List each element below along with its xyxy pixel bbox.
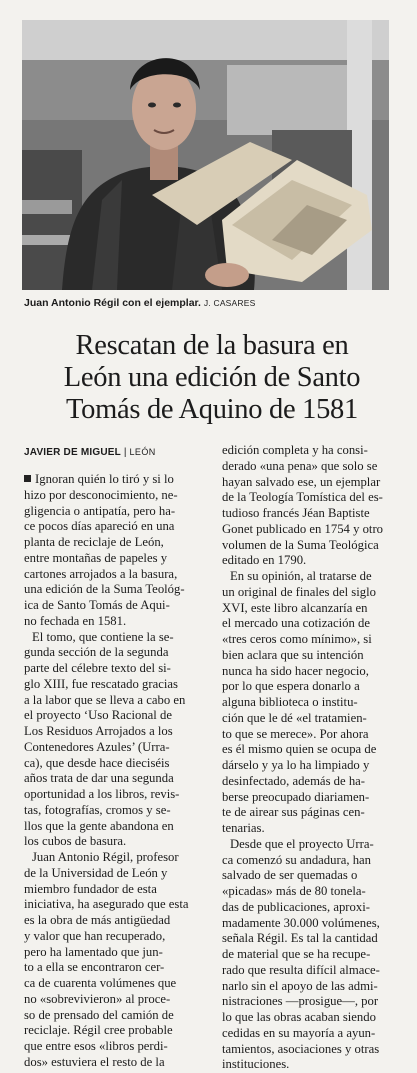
article-line (222, 490, 394, 506)
byline-location: LEÓN (129, 447, 156, 457)
photo-credit: J. CASARES (203, 298, 256, 308)
headline-line: Tomás de Aquino de 1581 (66, 394, 358, 425)
article-line-text: no «sobrevivieron» al proce- (24, 991, 171, 1006)
article-line-text: iniciativa, ha asegurado que esta (24, 897, 189, 912)
article-line-text: edición completa y ha consi- (222, 443, 368, 457)
article-column-left (24, 472, 202, 1071)
article-photo (22, 20, 389, 290)
article-line (24, 945, 202, 961)
article-line (24, 551, 202, 567)
article-line (222, 506, 394, 522)
article-line (24, 677, 202, 693)
article-line (222, 616, 394, 632)
article-line-text: nistraciones —prosigue—, por (222, 994, 379, 1009)
article-line (24, 1055, 202, 1071)
byline (24, 446, 156, 459)
article-line (24, 992, 202, 1008)
article-line (24, 724, 202, 740)
article-line (222, 853, 394, 869)
article-line (24, 787, 202, 803)
article-line-text: «tres ceros como mínimo», si (222, 632, 372, 646)
article-line-text: editado en 1790. (222, 553, 307, 568)
article-line-text: entre montañas de papeles y (24, 550, 168, 565)
article-line-text: ca de cuarenta volúmenes que (24, 976, 177, 990)
article-line (24, 472, 202, 488)
article-line-text: de la Universidad de León y (24, 865, 168, 880)
article-line-text: derado «una pena» que solo se (222, 458, 378, 473)
article-line (24, 582, 202, 598)
article-line-text: que entre esos «libros perdi- (24, 1039, 168, 1053)
article-line (24, 598, 202, 614)
headline (22, 330, 402, 426)
article-line-text: cartones arrojados a la basura, (24, 566, 178, 581)
article-line (222, 821, 394, 837)
article-line-text: de material que se ha recupe- (222, 947, 371, 961)
article-line (24, 834, 202, 850)
article-line-text: es él mismo quien se ocupa de (222, 742, 377, 757)
article-line-text: parte del célebre texto del si- (24, 661, 171, 675)
article-line-text: tudioso francés Jéan Baptiste (222, 506, 370, 520)
article-line-text: el proyecto ‘Uso Racional de (24, 708, 172, 723)
article-line-text: alguna biblioteca o institu- (222, 695, 358, 709)
article-line-text: tenarias. (222, 821, 265, 835)
article-line (222, 1057, 394, 1073)
article-line (24, 708, 202, 724)
article-line (24, 850, 202, 866)
caption-text: Juan Antonio Régil con el ejemplar. (24, 297, 201, 309)
article-line (222, 931, 394, 947)
article-line-text: Gonet publicado en 1754 y otro (222, 521, 384, 536)
byline-separator: | (123, 447, 127, 458)
article-line (222, 837, 394, 853)
article-line (24, 1039, 202, 1055)
article-line-text: por lo que espera donarlo a (222, 679, 360, 694)
article-line-text: volumen de la Suma Teológica (222, 537, 379, 552)
article-line-text: de la Teología Tomística del es- (222, 490, 383, 505)
article-line (24, 756, 202, 772)
article-line-text: los cubos de basura. (24, 834, 127, 849)
article-line (24, 488, 202, 504)
article-line-text: hizo por desconocimiento, ne- (24, 487, 178, 502)
article-line (222, 790, 394, 806)
article-line (24, 740, 202, 756)
article-line (222, 868, 394, 884)
article-line-text: el mercado una cotización de (222, 616, 370, 631)
article-line (222, 727, 394, 743)
article-line (222, 695, 394, 711)
article-line-text: rado que resulta difícil almace- (222, 962, 380, 977)
article-line (222, 553, 394, 569)
article-line (222, 979, 394, 995)
article-line (24, 913, 202, 929)
article-line-text: to a ella se encontraron cer- (24, 960, 165, 975)
article-line (222, 443, 394, 459)
article-line (24, 567, 202, 583)
article-line-text: madamente 30.000 volúmenes, (222, 915, 380, 930)
article-line (24, 976, 202, 992)
article-line (222, 522, 394, 538)
paragraph-bullet-icon (24, 475, 31, 482)
article-line (24, 866, 202, 882)
article-line-text: Juan Antonio Régil, profesor (32, 850, 179, 864)
article-line (24, 1008, 202, 1024)
photo-illustration (22, 20, 389, 290)
article-line-text: Desde que el proyecto Urra- (230, 836, 374, 851)
article-line (24, 803, 202, 819)
article-line (24, 645, 202, 661)
article-line-text: reciclaje. Régil cree probable (24, 1023, 173, 1038)
article-line (222, 475, 394, 491)
article-line-text: señala Régil. Es tal la cantidad (222, 931, 378, 946)
article-line (222, 1026, 394, 1042)
article-line-text: gligencia o antipatía, pero ha- (24, 503, 176, 518)
article-line (222, 742, 394, 758)
article-line-text: años trata de dar una segunda (24, 771, 174, 786)
article-line (222, 648, 394, 664)
article-line-text: berse preocupado diariamen- (222, 789, 370, 804)
article-line (222, 916, 394, 932)
article-line-text: lo que las obras acaban siendo (222, 1010, 376, 1024)
headline-line: León una edición de Santo (63, 362, 361, 393)
article-line-text: una edición de la Suma Teológ- (24, 582, 185, 597)
article-line (222, 963, 394, 979)
article-line-text: Ignoran quién lo tiró y si lo (35, 472, 174, 486)
article-line (24, 630, 202, 646)
article-line-text: pero ha lamentado que jun- (24, 944, 163, 959)
article-line-text: gunda sección de la segunda (24, 645, 169, 660)
article-line-text: dos» estuviera el resto de la (24, 1054, 165, 1069)
article-line-text: ción que le dé «el tratamien- (222, 710, 367, 725)
article-line-text: ica de Santo Tomás de Aqui- (24, 598, 170, 612)
article-line-text: planta de reciclaje de León, (24, 535, 164, 549)
article-line-text: hayan salvado ese, un ejemplar (222, 474, 381, 489)
article-line (222, 679, 394, 695)
article-line (24, 1023, 202, 1039)
article-line (24, 519, 202, 535)
article-line-text: dárselo y ya lo ha limpiado y (222, 758, 370, 772)
article-line (24, 929, 202, 945)
article-line (222, 900, 394, 916)
article-line (222, 569, 394, 585)
article-line-text: cedidas en su mayoría a ayun- (222, 1025, 376, 1040)
article-line-text: glo XIII, fue rescatado gracias (24, 676, 178, 691)
article-line (222, 601, 394, 617)
article-line (24, 819, 202, 835)
article-line-text: instituciones. (222, 1057, 290, 1072)
article-line-text: Contenedores Azules’ (Urra- (24, 739, 170, 754)
article-line-text: Los Residuos Arrojados a los (24, 724, 173, 738)
article-line (222, 538, 394, 554)
article-line-text: XVI, este libro alcanzaría en (222, 600, 368, 615)
article-line-text: llos que la gente abandona en (24, 818, 174, 833)
article-line-text: ca comenzó su andadura, han (222, 852, 372, 867)
article-line-text: nunca ha sido hacer negocio, (222, 663, 369, 678)
article-line-text: En su opinión, al tratarse de (230, 569, 372, 583)
article-line (222, 758, 394, 774)
photo-caption (24, 297, 394, 309)
article-line-text: y valor que han recuperado, (24, 928, 166, 943)
article-line (222, 585, 394, 601)
article-line (222, 947, 394, 963)
headline-line: Rescatan de la basura en (75, 330, 349, 361)
article-line-text: so de prensado del camión de (24, 1007, 174, 1022)
article-line (222, 805, 394, 821)
article-line-text: no fechada en 1581. (24, 613, 127, 628)
article-line (24, 661, 202, 677)
article-line (24, 614, 202, 630)
article-line (222, 1010, 394, 1026)
article-line (24, 771, 202, 787)
article-line-text: desinfectado, además de ha- (222, 773, 366, 788)
article-line-text: bien aclara que su intención (222, 647, 364, 662)
article-line-text: tamientos, asociaciones y otras (222, 1041, 380, 1056)
article-line (24, 693, 202, 709)
article-line (222, 994, 394, 1010)
article-line (24, 882, 202, 898)
article-line (222, 459, 394, 475)
article-line-text: miembro fundador de esta (24, 881, 157, 896)
article-line-text: oportunidad a los libros, revis- (24, 787, 180, 801)
article-line (24, 897, 202, 913)
article-line (222, 774, 394, 790)
article-line-text: es la obra de más antigüedad (24, 913, 171, 927)
article-line (222, 664, 394, 680)
article-line-text: ca), que desde hace dieciséis (24, 755, 170, 770)
article-line (222, 632, 394, 648)
article-line-text: te de airear sus páginas cen- (222, 805, 365, 820)
article-line-text: un original de finales del siglo (222, 584, 376, 599)
article-line (222, 1042, 394, 1058)
article-line-text: tas, fotografías, cromos y se- (24, 802, 171, 817)
article-line (222, 711, 394, 727)
byline-author: JAVIER DE MIGUEL (24, 447, 121, 458)
article-line-text: narlo sin el apoyo de las admi- (222, 978, 378, 993)
article-column-right (222, 443, 394, 1073)
article-line-text: ce pocos días apareció en una (24, 519, 175, 534)
article-line-text: a la labor que se lleva a cabo en (24, 692, 186, 707)
article-line (222, 884, 394, 900)
article-line-text: salvado de ser quemadas o (222, 868, 358, 883)
article-line-text: El tomo, que contiene la se- (32, 629, 174, 644)
article-line-text: to que se merece». Por ahora (222, 726, 369, 741)
article-line (24, 960, 202, 976)
article-line (24, 504, 202, 520)
article-line-text: das de publicaciones, aproxi- (222, 899, 370, 914)
article-line (24, 535, 202, 551)
article-line-text: «picadas» más de 80 tonela- (222, 884, 366, 898)
